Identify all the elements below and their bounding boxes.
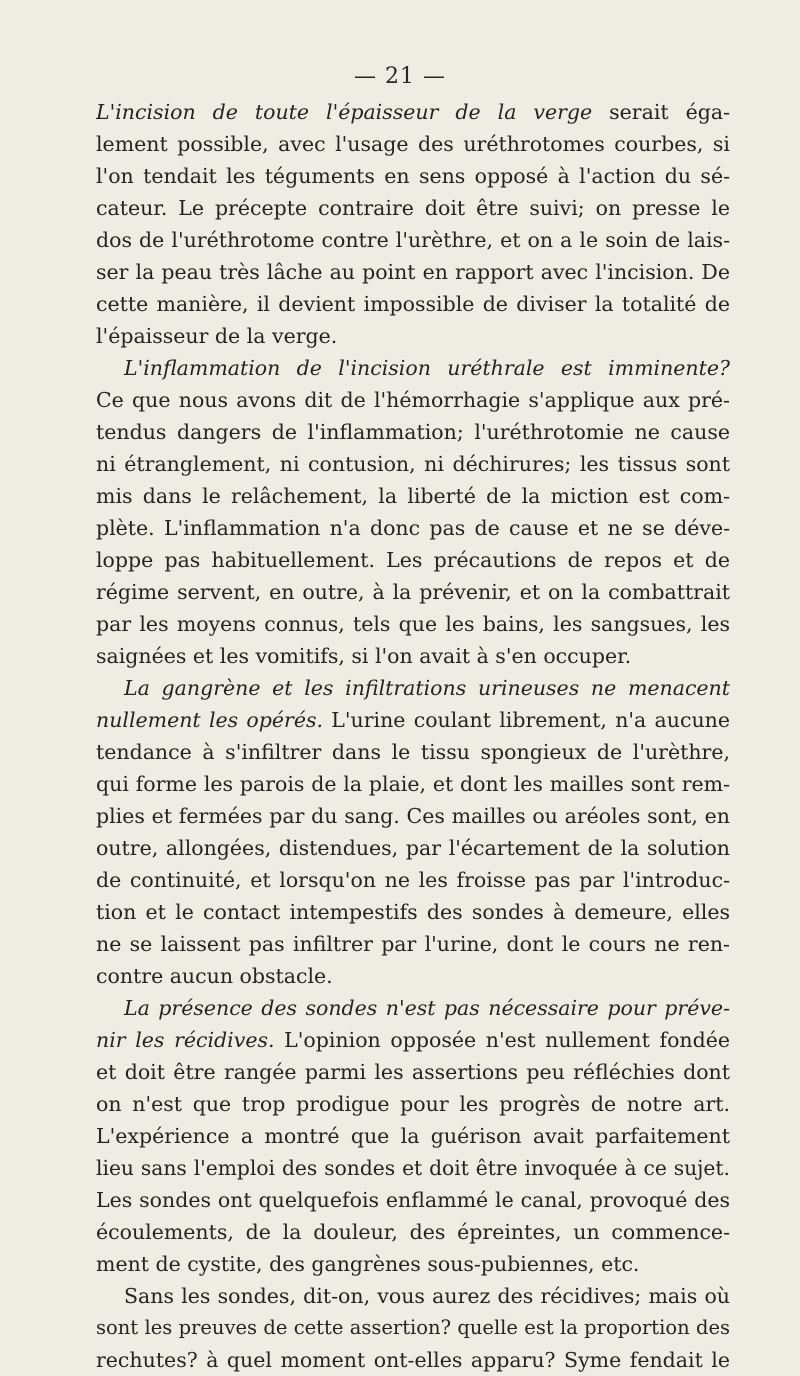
text-segment: Ce que nous avons dit de l'hémorrhagie s'applique aux pré- xyxy=(96,388,730,412)
text-line xyxy=(96,480,730,512)
text-line xyxy=(96,448,730,480)
text-segment: sont les preuves de cette assertion? quelle est la proportion des xyxy=(96,1316,730,1339)
text-line xyxy=(96,352,730,384)
text-segment: tendance à s'infiltrer dans le tissu spongieux de l'urèthre, xyxy=(96,740,730,764)
text-segment: ni étranglement, ni contusion, ni déchirures; les tissus sont xyxy=(96,452,730,476)
text-line xyxy=(96,960,730,992)
text-segment: cateur. Le précepte contraire doit être suivi; on presse le xyxy=(96,196,730,220)
text-segment: lement possible, avec l'usage des uréthrotomes courbes, si xyxy=(96,132,730,156)
text-segment: ment de cystite, des gangrènes sous-pubiennes, etc. xyxy=(96,1252,640,1276)
text-segment: contre aucun obstacle. xyxy=(96,964,333,988)
text-line xyxy=(96,640,730,672)
text-line xyxy=(96,1280,730,1312)
text-segment: qui forme les parois de la plaie, et dont les mailles sont rem- xyxy=(96,772,730,796)
page-number: — 21 — xyxy=(354,64,446,89)
italic-text-segment: La présence des sondes n'est pas nécessaire pour préve- xyxy=(124,996,730,1020)
text-line xyxy=(96,1152,730,1184)
text-line xyxy=(96,416,730,448)
text-line xyxy=(96,1120,730,1152)
text-line xyxy=(96,1088,730,1120)
text-segment: par les moyens connus, tels que les bains, les sangsues, les xyxy=(96,612,730,636)
text-segment: tendus dangers de l'inflammation; l'uréthrotomie ne cause xyxy=(96,420,730,444)
text-line xyxy=(96,1024,730,1056)
text-segment: L'expérience a montré que la guérison avait parfaitement xyxy=(96,1124,730,1148)
text-line xyxy=(96,864,730,896)
text-line xyxy=(96,384,730,416)
text-line xyxy=(96,800,730,832)
text-line xyxy=(96,544,730,576)
text-line xyxy=(96,992,730,1024)
italic-text-segment: L'incision de toute l'épaisseur de la verge xyxy=(96,100,593,124)
text-segment: dos de l'uréthrotome contre l'urèthre, et on a le soin de lais- xyxy=(96,228,730,252)
text-segment: écoulements, de la douleur, des épreintes, un commence- xyxy=(96,1220,730,1244)
text-segment: lieu sans l'emploi des sondes et doit être invoquée à ce sujet. xyxy=(96,1156,730,1180)
text-segment: ser la peau très lâche au point en rapport avec l'incision. De xyxy=(96,260,730,284)
text-segment: régime servent, en outre, à la prévenir, et on la combattrait xyxy=(96,580,730,604)
text-segment: saignées et les vomitifs, si l'on avait à s'en occuper. xyxy=(96,644,632,668)
text-segment: Les sondes ont quelquefois enflammé le canal, provoqué des xyxy=(96,1188,730,1212)
text-segment: l'on tendait les téguments en sens opposé à l'action du sé- xyxy=(96,164,730,188)
text-line xyxy=(96,832,730,864)
text-segment: L'opinion opposée n'est nullement fondée xyxy=(274,1028,730,1052)
text-line xyxy=(96,704,730,736)
text-line xyxy=(96,1248,730,1280)
text-line xyxy=(96,1184,730,1216)
text-line xyxy=(96,928,730,960)
text-line xyxy=(96,1056,730,1088)
text-segment: ne se laissent pas infiltrer par l'urine, dont le cours ne ren- xyxy=(96,932,730,956)
text-line xyxy=(96,128,730,160)
text-line xyxy=(96,608,730,640)
text-line xyxy=(96,288,730,320)
text-line xyxy=(96,768,730,800)
text-segment: tion et le contact intempestifs des sondes à demeure, elles xyxy=(96,900,730,924)
body-text xyxy=(96,96,730,1372)
text-segment: L'urine coulant librement, n'a aucune xyxy=(323,708,730,732)
text-line xyxy=(96,576,730,608)
text-line xyxy=(96,224,730,256)
text-line xyxy=(96,192,730,224)
text-line xyxy=(96,896,730,928)
text-segment: serait éga- xyxy=(592,100,730,124)
text-segment: loppe pas habituellement. Les précautions de repos et de xyxy=(96,548,730,572)
text-line xyxy=(96,96,730,128)
text-segment: cette manière, il devient impossible de diviser la totalité de xyxy=(96,292,730,316)
text-line xyxy=(96,1312,730,1344)
text-line xyxy=(96,672,730,704)
text-segment: mis dans le relâchement, la liberté de la miction est com- xyxy=(96,484,730,508)
text-segment: Sans les sondes, dit-on, vous aurez des récidives; mais où xyxy=(124,1284,730,1308)
italic-text-segment: nir les récidives. xyxy=(96,1028,275,1052)
italic-text-segment: La gangrène et les infiltrations urineuses ne menacent xyxy=(124,676,730,700)
text-line xyxy=(96,1344,730,1376)
text-segment: l'épaisseur de la verge. xyxy=(96,324,338,348)
italic-text-segment: nullement les opérés. xyxy=(96,708,323,732)
text-segment: rechutes? à quel moment ont-elles apparu? Syme fendait le xyxy=(96,1348,730,1372)
text-segment: et doit être rangée parmi les assertions peu réfléchies dont xyxy=(96,1060,730,1084)
text-line xyxy=(96,320,730,352)
text-segment: de continuité, et lorsqu'on ne les froisse pas par l'introduc- xyxy=(96,868,730,892)
italic-text-segment: L'inflammation de l'incision uréthrale est imminente? xyxy=(124,356,730,380)
text-line xyxy=(96,1216,730,1248)
text-segment: on n'est que trop prodigue pour les progrès de notre art. xyxy=(96,1092,730,1116)
text-segment: plies et fermées par du sang. Ces mailles ou aréoles sont, en xyxy=(96,804,730,828)
text-line xyxy=(96,160,730,192)
text-segment: outre, allongées, distendues, par l'écartement de la solution xyxy=(96,836,730,860)
text-segment: plète. L'inflammation n'a donc pas de cause et ne se déve- xyxy=(96,516,730,540)
text-line xyxy=(96,512,730,544)
text-line xyxy=(96,736,730,768)
text-line xyxy=(96,256,730,288)
